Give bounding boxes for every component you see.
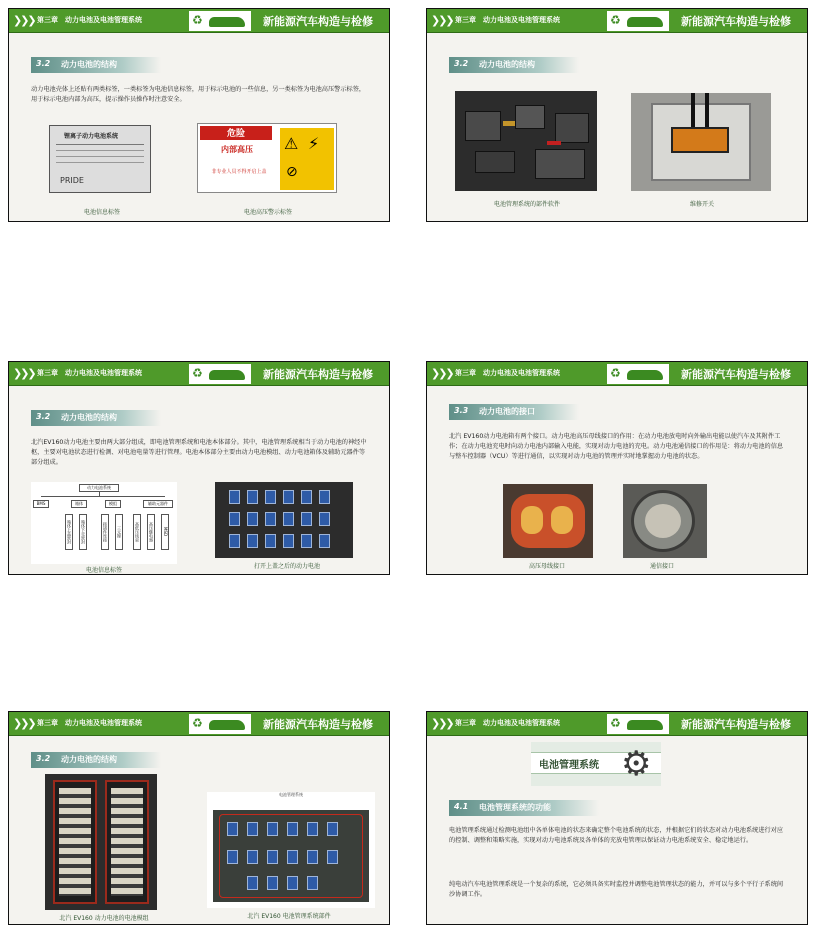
- bms-components-photo: [455, 91, 597, 191]
- paragraph: 纯电动汽车电池管理系统是一个复杂的系统，它必须具备实时监控并调整电池管理状态的能力，并可以与多个平行子系统间沙协调工作。: [449, 881, 784, 898]
- paragraph: 动力电池壳体上还贴有两类标签，一类标签为电池信息标签，用于标示电池的一些信息，另一类标签为电池高压警示标签，用于标示电池内部为高压，提示操作员操作时注意安全。: [31, 86, 366, 103]
- slide-header: [9, 712, 389, 736]
- course-title: 新能源汽车构造与检修: [263, 15, 373, 28]
- chapter-title: 第三章 动力电池及电池管理系统: [455, 16, 560, 24]
- tree-node: BMS: [33, 500, 49, 508]
- photo-caption: 电池高压警示标签: [243, 209, 292, 216]
- eco-car-logo: ♻: [189, 714, 251, 734]
- paragraph: 北汽 EV160动力电池箱有两个接口。动力电池高压母线接口的作用：在动力电池放电时向外输出电能以使汽车及其附件工作；在动力电池充电时向动力电池内部输入电能，实现对动力电池的充电。动力电池通信接口的作用是：将动力电池的信息与整车控制器（VCU）等进行通信，以实现对动力电池的管理并实时地掌握动力电池的状态。: [449, 433, 784, 460]
- inset-label: 电池管理系统: [279, 792, 303, 797]
- slide-header: [427, 362, 807, 386]
- photo-caption: 北汽 EV160 电池管理系统部件: [247, 913, 331, 920]
- section-title: 动力电池的结构: [61, 60, 117, 69]
- paragraph: 电池管理系统通过检测电池组中各单体电池的状态来确定整个电池系统的状态，并根据它们的状态对动力电池系统进行对应的控制、调整和策略实施，实现对动力电池系统及各单体的充放电管理以保证动力电池系统安全、稳定地运行。: [449, 827, 784, 844]
- chevron-icon: ❯❯❯: [431, 14, 453, 27]
- photo-caption: 通信接口: [649, 563, 674, 570]
- label-text: 锂离子动力电池系统: [64, 133, 119, 140]
- comm-connector-photo: [623, 484, 707, 558]
- battery-modules-photo: [45, 774, 157, 910]
- section-heading: [449, 57, 579, 73]
- course-title: 新能源汽车构造与检修: [263, 718, 373, 731]
- section-title: 动力电池的结构: [61, 755, 117, 764]
- course-title: 新能源汽车构造与检修: [681, 718, 791, 731]
- eco-car-logo: ♻: [607, 364, 669, 384]
- section-number: 3.3: [454, 406, 469, 415]
- section-heading: [31, 410, 161, 426]
- paragraph: 北汽EV160动力电池主要由两大部分组成，即电池管理系统和电池本体部分。其中，电池管理系统相当于动力电池的神经中枢，主要对电池状态进行检测、对电池电量等进行管理。电池本体部分主要由动力电池模组、动力电池箱体及辅助元器件等部分组成。: [31, 439, 367, 466]
- tree-leaf: 高压继电器: [147, 514, 155, 550]
- course-title: 新能源汽车构造与检修: [263, 368, 373, 381]
- section-heading: [449, 404, 579, 420]
- brand-text: PRIDE: [60, 176, 84, 185]
- slide-header: [427, 712, 807, 736]
- section-title: 电池管理系统的功能: [479, 803, 551, 812]
- photo-caption: 电池信息标签: [85, 567, 122, 574]
- chevron-icon: ❯❯❯: [13, 367, 35, 380]
- photo-caption: 北汽 EV160 动力电池的电池模组: [59, 915, 149, 922]
- hazard-icon: ⚠: [284, 134, 299, 153]
- tree-leaf: 接插件连接: [101, 514, 109, 550]
- bms-banner: [531, 742, 661, 786]
- photo-caption: 电池管理系统的部件软件: [493, 201, 560, 208]
- tree-node: 箱体: [71, 500, 87, 508]
- slide-6: [426, 711, 808, 925]
- section-number: 4.1: [454, 802, 469, 811]
- hv-warning-label-photo: [197, 123, 337, 193]
- opened-battery-photo: [215, 482, 353, 558]
- slide-1: [8, 8, 390, 222]
- chapter-title: 第三章 动力电池及电池管理系统: [455, 719, 560, 727]
- hv-bus-connector-photo: [503, 484, 593, 558]
- slide-header: [427, 9, 807, 33]
- slide-2: [426, 8, 808, 222]
- slide-header: [9, 9, 389, 33]
- warn-text: 内部高压: [221, 145, 253, 154]
- photo-caption: 维修开关: [689, 201, 714, 208]
- slide-3: [8, 361, 390, 575]
- section-number: 3.2: [36, 412, 51, 421]
- tree-node: 模组: [105, 500, 121, 508]
- tree-leaf: 箱体下壳密封: [79, 514, 87, 550]
- chevron-icon: ❯❯❯: [13, 717, 35, 730]
- chapter-title: 第三章 动力电池及电池管理系统: [37, 369, 142, 377]
- slide-header: [9, 362, 389, 386]
- course-title: 新能源汽车构造与检修: [681, 368, 791, 381]
- eco-car-logo: ♻: [189, 11, 251, 31]
- service-switch-photo: [631, 93, 771, 191]
- photo-caption: 高压母线接口: [528, 563, 565, 570]
- battery-info-label-photo: [49, 125, 151, 193]
- eco-car-logo: ♻: [607, 11, 669, 31]
- eco-car-logo: ♻: [607, 714, 669, 734]
- warning-icons: [280, 128, 334, 190]
- tree-leaf: 三元锂: [115, 514, 123, 550]
- chevron-icon: ❯❯❯: [431, 717, 453, 730]
- banner-title: 电池管理系统: [539, 760, 599, 771]
- chevron-icon: ❯❯❯: [431, 367, 453, 380]
- eco-car-logo: ♻: [189, 364, 251, 384]
- chevron-icon: ❯❯❯: [13, 14, 35, 27]
- slide-5: [8, 711, 390, 925]
- high-voltage-icon: ⚡: [308, 134, 320, 153]
- tree-node: 辅助元器件: [143, 500, 173, 508]
- no-touch-icon: ⊘: [286, 164, 298, 180]
- photo-caption: 电池信息标签: [83, 209, 120, 216]
- tree-leaf: 箱体上盖密封: [65, 514, 73, 550]
- tree-root: 动力电池系统: [79, 484, 119, 492]
- tree-leaf: 高低压线束: [133, 514, 141, 550]
- battery-system-diagram: [31, 482, 177, 564]
- gear-icon: ⚙: [621, 744, 652, 784]
- bms-components-layout-photo: [207, 792, 375, 908]
- chapter-title: 第三章 动力电池及电池管理系统: [37, 719, 142, 727]
- tree-leaf: MSD: [161, 514, 169, 550]
- slide-4: [426, 361, 808, 575]
- section-heading: [449, 800, 599, 816]
- chapter-title: 第三章 动力电池及电池管理系统: [455, 369, 560, 377]
- photo-caption: 打开上盖之后的动力电池: [253, 563, 320, 570]
- section-title: 动力电池的接口: [479, 407, 535, 416]
- section-number: 3.2: [36, 754, 51, 763]
- chapter-title: 第三章 动力电池及电池管理系统: [37, 16, 142, 24]
- section-heading: [31, 752, 161, 768]
- section-number: 3.2: [454, 59, 469, 68]
- warn-subtext: 非专业人员不得开启上盖: [211, 169, 267, 175]
- section-number: 3.2: [36, 59, 51, 68]
- danger-text: 危险: [200, 126, 272, 140]
- section-title: 动力电池的结构: [479, 60, 535, 69]
- section-title: 动力电池的结构: [61, 413, 117, 422]
- course-title: 新能源汽车构造与检修: [681, 15, 791, 28]
- section-heading: [31, 57, 161, 73]
